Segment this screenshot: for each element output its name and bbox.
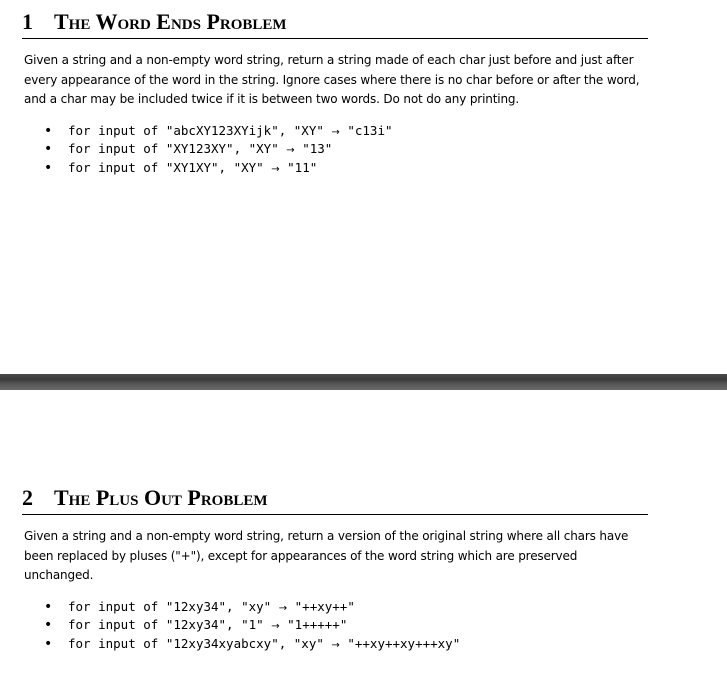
example-item: • for input of "XY123XY", "XY" → "13" [44,141,333,157]
example-list [22,122,648,178]
problem-heading-2 [22,486,648,515]
example-item: • for input of "XY1XY", "XY" → "11" [44,159,318,176]
bullet-icon: • [44,141,53,157]
page-divider [0,374,727,390]
example-list [22,598,648,654]
arrow-icon: → [271,163,280,175]
problem-description: Given a string and a non-empty word string, return a string made of each char just before and just after every appearance of the word in the string. Ignore cases where there is no char before or after the word, and a char may be included twice if it is between two words. Do not do any printing. [24,53,640,106]
arrow-icon: → [286,145,295,156]
problem-section-2 [22,486,648,653]
bullet-icon: • [44,635,53,652]
bullet-icon: • [44,159,53,176]
arrow-icon: → [271,621,280,632]
example-item: • for input of "12xy34", "xy" → "++xy++" [44,598,355,615]
example-item: • for input of "12xy34", "1" → "1+++++" [44,617,348,633]
problem-number: 1 [22,9,33,34]
problem-title: The Plus Out Problem [54,485,268,510]
arrow-icon: → [331,639,340,651]
arrow-icon: → [331,126,340,138]
problem-section-1 [22,10,648,177]
problem-description: Given a string and a non-empty word string, return a version of the original string where all chars have been replaced by pluses ("+"), except for appearances of the word string which are preserved unchanged. [24,529,629,582]
problem-heading-1 [22,10,648,39]
example-item: • for input of "abcXY123XYijk", "XY" → "c13i" [44,122,393,139]
bullet-icon: • [44,617,53,633]
bullet-icon: • [44,598,53,615]
problem-number: 2 [22,485,33,510]
arrow-icon: → [278,602,288,614]
problem-title: The Word Ends Problem [54,9,287,34]
bullet-icon: • [44,122,53,139]
example-item: • for input of "12xy34xyabcxy", "xy" → "++xy++xy+++xy" [44,635,461,652]
